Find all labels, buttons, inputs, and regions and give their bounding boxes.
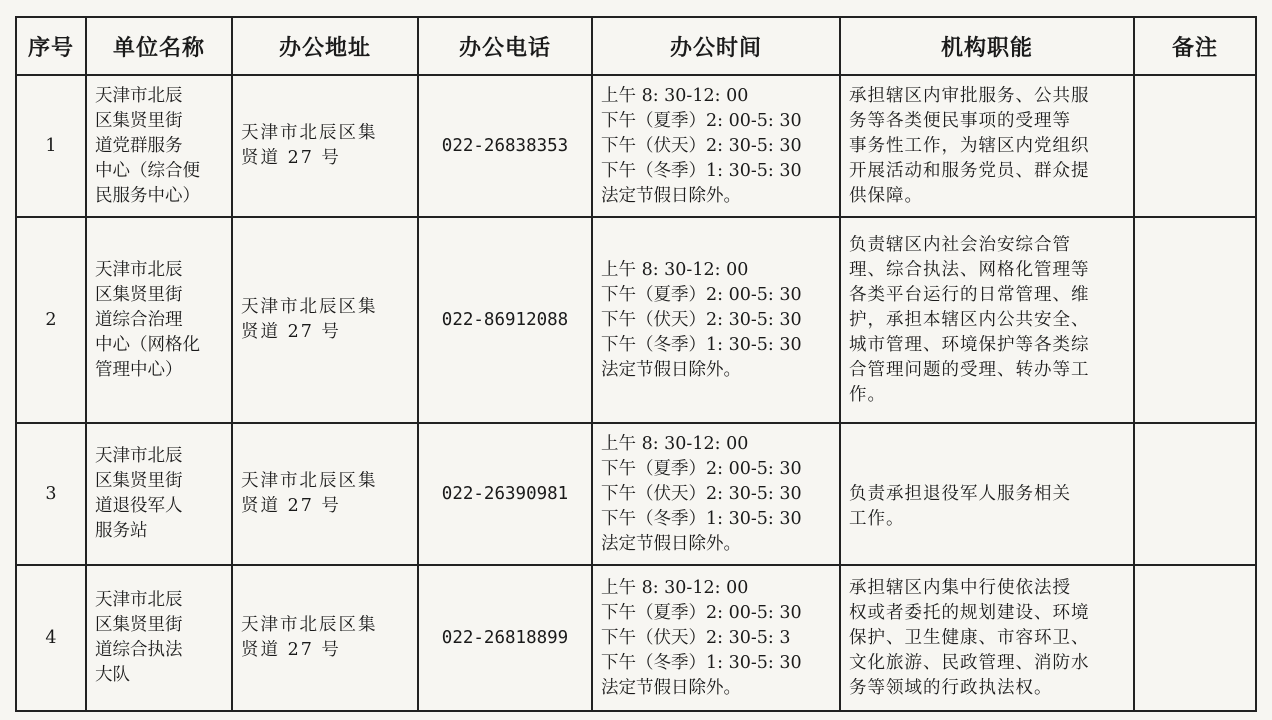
address-line: 天津市北辰区集 bbox=[241, 471, 378, 491]
hours-line: 上午 8: 30-12: 00 bbox=[601, 577, 749, 598]
address-line: 贤道 27 号 bbox=[241, 322, 341, 342]
function-line: 供保障。 bbox=[849, 185, 923, 206]
row-number: 2 bbox=[16, 217, 86, 423]
unit-name-line: 民服务中心） bbox=[95, 185, 200, 206]
function-line: 负责承担退役军人服务相关 bbox=[849, 483, 1071, 504]
function-line: 承担辖区内集中行使依法授 bbox=[849, 577, 1071, 598]
table-row bbox=[16, 217, 1256, 423]
hours-cell bbox=[592, 565, 840, 711]
hours-line: 法定节假日除外。 bbox=[601, 359, 741, 380]
hours-line: 下午（冬季）1: 30-5: 30 bbox=[601, 652, 802, 673]
function-line: 承担辖区内审批服务、公共服 bbox=[849, 85, 1090, 106]
note-cell bbox=[1134, 217, 1256, 423]
hours-line: 下午（夏季）2: 00-5: 30 bbox=[601, 458, 802, 479]
unit-name-line: 天津市北辰 bbox=[95, 590, 183, 610]
address-cell bbox=[232, 565, 418, 711]
unit-name-line: 管理中心） bbox=[95, 359, 183, 380]
hours-cell bbox=[592, 75, 840, 217]
hours-line: 下午（冬季）1: 30-5: 30 bbox=[601, 508, 802, 529]
row-number: 3 bbox=[16, 423, 86, 565]
function-line: 事务性工作，为辖区内党组织 bbox=[849, 135, 1090, 156]
unit-name-line: 中心（网格化 bbox=[95, 334, 200, 355]
unit-name-line: 道综合执法 bbox=[95, 640, 183, 660]
address-line: 贤道 27 号 bbox=[241, 640, 341, 660]
hours-cell bbox=[592, 217, 840, 423]
office-info-table bbox=[15, 16, 1257, 712]
function-line: 合管理问题的受理、转办等工 bbox=[849, 359, 1090, 380]
hours-line: 上午 8: 30-12: 00 bbox=[601, 85, 749, 106]
function-cell bbox=[840, 423, 1134, 565]
note-cell bbox=[1134, 565, 1256, 711]
phone-cell: 022-26838353 bbox=[418, 75, 592, 217]
header-cell-address: 办公地址 bbox=[232, 17, 418, 75]
hours-line: 下午（冬季）1: 30-5: 30 bbox=[601, 160, 802, 181]
unit-name-line: 区集贤里街 bbox=[95, 615, 183, 635]
address-line: 贤道 27 号 bbox=[241, 496, 341, 516]
unit-name-line: 天津市北辰 bbox=[95, 85, 183, 106]
unit-name-cell bbox=[86, 565, 232, 711]
unit-name-line: 区集贤里街 bbox=[95, 284, 183, 305]
header-cell-name: 单位名称 bbox=[86, 17, 232, 75]
function-line: 开展活动和服务党员、群众提 bbox=[849, 160, 1090, 181]
row-number: 4 bbox=[16, 565, 86, 711]
phone-cell: 022-86912088 bbox=[418, 217, 592, 423]
hours-line: 法定节假日除外。 bbox=[601, 677, 741, 698]
function-line: 务等各类便民事项的受理等 bbox=[849, 110, 1071, 131]
address-cell bbox=[232, 423, 418, 565]
note-cell bbox=[1134, 423, 1256, 565]
function-line: 工作。 bbox=[849, 508, 905, 529]
hours-line: 下午（伏天）2: 30-5: 3 bbox=[601, 627, 791, 648]
header-row bbox=[16, 17, 1256, 75]
hours-line: 上午 8: 30-12: 00 bbox=[601, 433, 749, 454]
function-line: 权或者委托的规划建设、环境 bbox=[849, 602, 1090, 623]
unit-name-line: 道党群服务 bbox=[95, 135, 183, 156]
table-row bbox=[16, 75, 1256, 217]
function-line bbox=[849, 457, 1125, 482]
hours-line: 下午（夏季）2: 00-5: 30 bbox=[601, 110, 802, 131]
function-line: 务等领域的行政执法权。 bbox=[849, 677, 1053, 698]
function-line: 城市管理、环境保护等各类综 bbox=[849, 334, 1090, 355]
header-cell-no: 序号 bbox=[16, 17, 86, 75]
address-line: 贤道 27 号 bbox=[241, 148, 341, 168]
function-cell bbox=[840, 217, 1134, 423]
table-row bbox=[16, 565, 1256, 711]
function-line: 负责辖区内社会治安综合管 bbox=[849, 234, 1071, 255]
header-cell-function: 机构职能 bbox=[840, 17, 1134, 75]
address-cell bbox=[232, 75, 418, 217]
row-number: 1 bbox=[16, 75, 86, 217]
function-line: 作。 bbox=[849, 384, 886, 405]
function-line: 理、综合执法、网格化管理等 bbox=[849, 259, 1090, 280]
unit-name-line: 道综合治理 bbox=[95, 309, 183, 330]
unit-name-line: 区集贤里街 bbox=[95, 110, 183, 131]
function-cell bbox=[840, 75, 1134, 217]
function-line: 各类平台运行的日常管理、维 bbox=[849, 284, 1090, 305]
hours-line: 下午（伏天）2: 30-5: 30 bbox=[601, 483, 802, 504]
unit-name-line: 天津市北辰 bbox=[95, 259, 183, 280]
note-cell bbox=[1134, 75, 1256, 217]
unit-name-cell bbox=[86, 423, 232, 565]
header-cell-hours: 办公时间 bbox=[592, 17, 840, 75]
hours-line: 下午（夏季）2: 00-5: 30 bbox=[601, 602, 802, 623]
hours-line: 下午（冬季）1: 30-5: 30 bbox=[601, 334, 802, 355]
unit-name-line: 大队 bbox=[95, 665, 130, 685]
phone-cell: 022-26818899 bbox=[418, 565, 592, 711]
address-line: 天津市北辰区集 bbox=[241, 297, 378, 317]
header-cell-note: 备注 bbox=[1134, 17, 1256, 75]
hours-line: 下午（伏天）2: 30-5: 30 bbox=[601, 309, 802, 330]
address-line: 天津市北辰区集 bbox=[241, 123, 378, 143]
unit-name-line: 区集贤里街 bbox=[95, 471, 183, 491]
unit-name-line: 天津市北辰 bbox=[95, 446, 183, 466]
unit-name-cell bbox=[86, 217, 232, 423]
hours-line: 法定节假日除外。 bbox=[601, 185, 741, 206]
hours-line: 上午 8: 30-12: 00 bbox=[601, 259, 749, 280]
hours-line: 法定节假日除外。 bbox=[601, 533, 741, 554]
address-line: 天津市北辰区集 bbox=[241, 615, 378, 635]
function-cell bbox=[840, 565, 1134, 711]
address-cell bbox=[232, 217, 418, 423]
unit-name-line: 服务站 bbox=[95, 521, 148, 541]
hours-line: 下午（伏天）2: 30-5: 30 bbox=[601, 135, 802, 156]
function-line: 保护、卫生健康、市容环卫、 bbox=[849, 627, 1090, 648]
table-row bbox=[16, 423, 1256, 565]
function-line: 护，承担本辖区内公共安全、 bbox=[849, 309, 1090, 330]
hours-line: 下午（夏季）2: 00-5: 30 bbox=[601, 284, 802, 305]
function-line: 文化旅游、民政管理、消防水 bbox=[849, 652, 1090, 673]
header-cell-phone: 办公电话 bbox=[418, 17, 592, 75]
phone-cell: 022-26390981 bbox=[418, 423, 592, 565]
unit-name-line: 道退役军人 bbox=[95, 496, 183, 516]
hours-cell bbox=[592, 423, 840, 565]
unit-name-cell bbox=[86, 75, 232, 217]
unit-name-line: 中心（综合便 bbox=[95, 160, 200, 181]
